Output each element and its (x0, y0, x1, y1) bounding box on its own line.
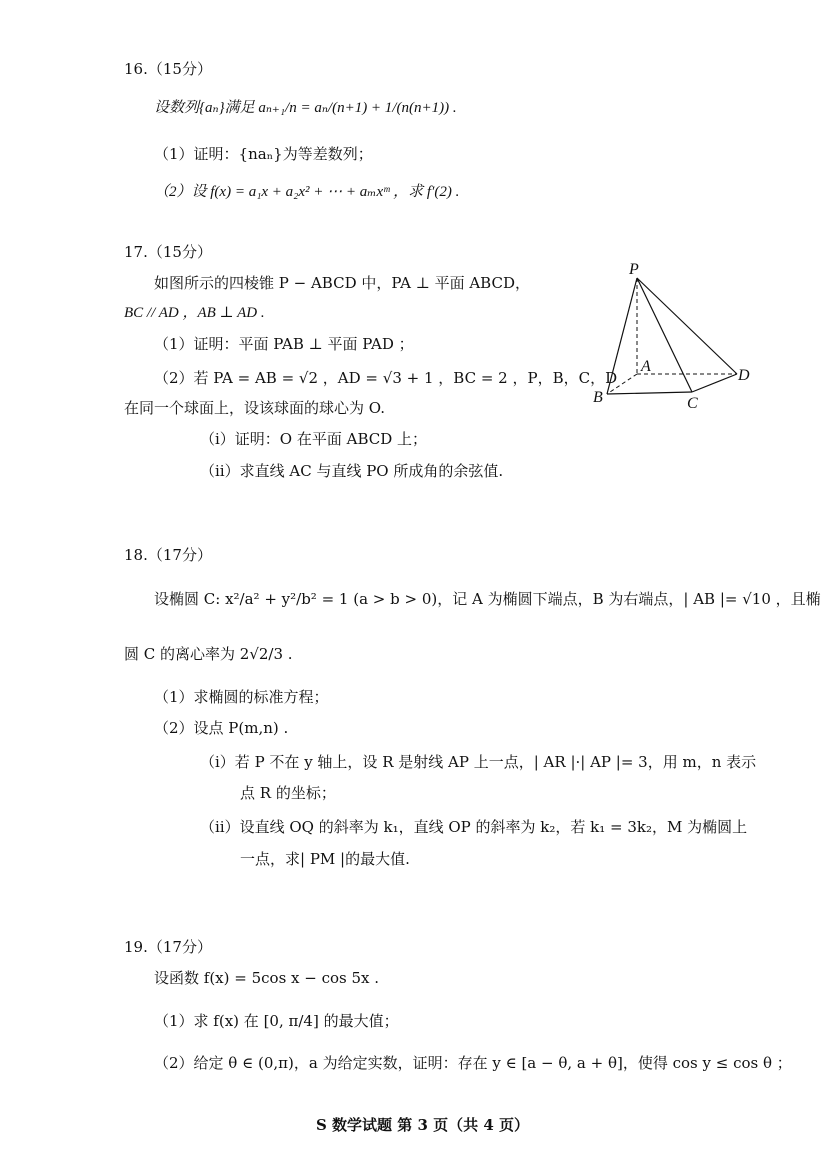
q16-part1: （1）证明：{naₙ}为等差数列； (154, 145, 373, 163)
q18-part2: （2）设点 P(m,n) . (154, 719, 289, 737)
q18-part2-i-line1: （ⅰ）若 P 不在 y 轴上，设 R 是射线 AP 上一点，| AR |·| AP |= 3，用 m，n 表示 (200, 753, 757, 771)
q19-stem: 设函数 f(x) = 5cos x − cos 5x . (154, 969, 380, 987)
q17-stem-line2: BC // AD ，AB ⊥ AD . (124, 305, 265, 321)
edge-BC (607, 392, 692, 394)
q19-part1: （1）求 f(x) 在 [0, π/4] 的最大值； (154, 1012, 399, 1030)
q16-header: 16.（15分） (124, 60, 212, 78)
q17-part1: （1）证明：平面 PAB ⊥ 平面 PAD ； (154, 335, 414, 353)
edge-PD (637, 278, 737, 374)
q18-stem-line1: 设椭圆 C: x²/a² + y²/b² = 1 (a > b > 0)，记 A 为椭圆下端点，B 为右端点，| AB |= √10 ，且椭 (154, 590, 821, 608)
label-A: A (641, 358, 651, 375)
q17-part2-line1: （2）若 PA = AB = √2 ，AD = √3 + 1 ，BC = 2 ，P，B，C，D (154, 369, 618, 387)
q18-part2-i-line2: 点 R 的坐标； (240, 784, 336, 802)
q17-part2-ii: （ⅱ）求直线 AC 与直线 PO 所成角的余弦值. (200, 462, 504, 480)
q18-header: 18.（17分） (124, 546, 212, 564)
q17-stem-line1: 如图所示的四棱锥 P − ABCD 中，PA ⊥ 平面 ABCD， (154, 274, 530, 292)
pyramid-figure (585, 258, 760, 413)
q19-part2: （2）给定 θ ∈ (0,π)，a 为给定实数，证明：存在 y ∈ [a − θ, a + θ]，使得 cos y ≤ cos θ ； (154, 1054, 792, 1072)
label-P: P (629, 261, 639, 278)
q17-part2-i: （ⅰ）证明：O 在平面 ABCD 上； (200, 430, 428, 448)
edge-PB (607, 278, 637, 394)
label-B: B (593, 389, 603, 406)
q16-stem: 设数列{aₙ}满足 aₙ₊₁/n = aₙ/(n+1) + 1/(n(n+1)) . (154, 100, 457, 116)
label-D: D (738, 367, 750, 384)
q18-part2-ii-line1: （ⅱ）设直线 OQ 的斜率为 k₁，直线 OP 的斜率为 k₂，若 k₁ = 3k₂，M 为椭圆上 (200, 818, 748, 836)
q16-part2: （2）设 f(x) = a₁x + a₂x² + ⋯ + aₘxᵐ ，求 f′(2) . (154, 184, 460, 200)
q17-part2-line2: 在同一个球面上，设该球面的球心为 O. (124, 399, 385, 417)
q19-header: 19.（17分） (124, 938, 212, 956)
q18-stem-line2: 圆 C 的离心率为 2√2/3 . (124, 645, 293, 663)
edge-CD (692, 374, 737, 392)
page-footer: S 数学试题 第 3 页（共 4 页） (316, 1116, 530, 1134)
q18-part2-ii-line2: 一点，求| PM |的最大值. (240, 850, 410, 868)
label-C: C (687, 395, 698, 412)
q18-part1: （1）求椭圆的标准方程； (154, 688, 329, 706)
q17-header: 17.（15分） (124, 243, 212, 261)
